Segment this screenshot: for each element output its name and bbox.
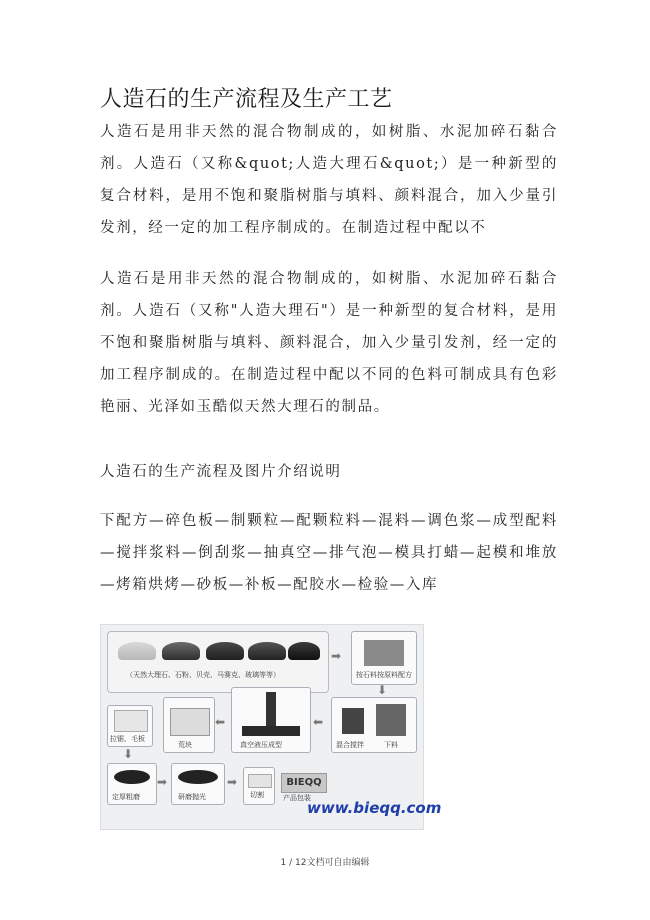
formula-step: 按石料按原料配方 <box>351 631 417 685</box>
arrow-left-icon: ⬅ <box>313 715 324 729</box>
arrow-down-icon: ⬇ <box>377 683 388 697</box>
material-pile-4 <box>248 642 286 660</box>
arrow-right-icon-3: ➡ <box>227 775 238 789</box>
polish-step: 研磨抛光 <box>171 763 225 805</box>
raw-materials-panel <box>107 631 329 693</box>
brand-url: www.bieqq.com <box>307 799 442 817</box>
document-title: 人造石的生产流程及生产工艺 <box>100 87 393 112</box>
material-pile-1 <box>118 642 156 660</box>
block-step: 荒块 <box>163 697 215 753</box>
paragraph-2: 人造石是用非天然的混合物制成的，如树脂、水泥加碎石黏合剂。人造石（又称"人造大理石"）是一种新型的复合材料，是用不饱和聚脂树脂与填料、颜料混合，加入少量引发剂，经一定的加工程序制成的。在制造过程中配以不同的色料可制成具有色彩艳丽、光泽如玉酷似天然大理石的制品。 <box>100 271 558 415</box>
process-flow-text: 下配方—碎色板—制颗粒—配颗粒料—混料—调色浆—成型配料—搅拌浆料—倒刮浆—抽真空—排气泡—模具打蜡—起模和堆放—烤箱烘烤—砂板—补板—配胶水—检验—入库 <box>100 513 558 593</box>
arrow-right-icon: ➡ <box>331 649 342 663</box>
material-pile-3 <box>206 642 244 660</box>
mix-feed-step: 混合搅拌 下料 <box>331 697 417 753</box>
arrow-down-icon-2: ⬇ <box>123 747 134 761</box>
paragraph-1: 人造石是用非天然的混合物制成的，如树脂、水泥加碎石黏合剂。人造石（又称&quot;人造大理石&quot;）是一种新型的复合材料，是用不饱和聚脂树脂与填料、颜料混合，加入少量引发剂，经一定的加工程序制成的。在制造过程中配以不 <box>100 124 558 236</box>
brand-logo: BIEQQ <box>281 773 327 793</box>
cut-step: 切割 <box>243 767 275 805</box>
page-footer: 1 / 12文档可自由编辑 <box>280 858 370 868</box>
arrow-right-icon-2: ➡ <box>157 775 168 789</box>
pack-step-label: 产品包装 <box>283 794 311 802</box>
material-pile-2 <box>162 642 200 660</box>
materials-caption: （天然大理石、石粉、贝壳、马赛克、玻璃等等） <box>126 671 280 679</box>
paragraph-3: 人造石的生产流程及图片介绍说明 <box>100 464 342 480</box>
grind-step: 定厚粗磨 <box>107 763 157 805</box>
material-pile-5 <box>288 642 320 660</box>
slab-step: 拉锯、毛板 <box>107 705 153 747</box>
process-flow-figure <box>100 624 442 830</box>
arrow-left-icon-2: ⬅ <box>215 715 226 729</box>
press-step: 真空液压成型 <box>231 687 311 753</box>
